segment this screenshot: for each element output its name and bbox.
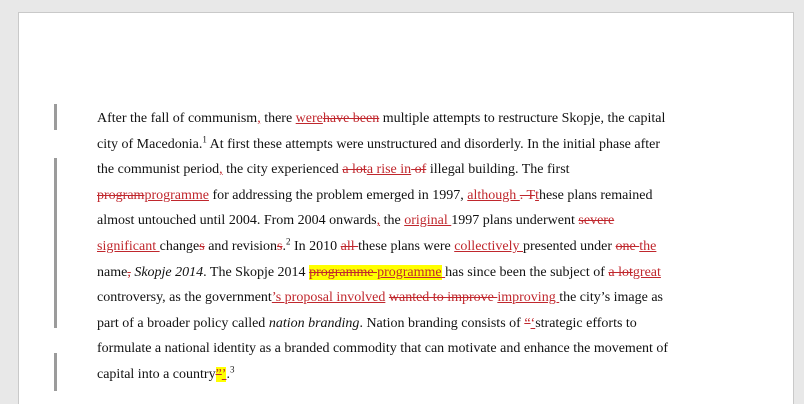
inserted-text: original <box>404 213 452 229</box>
text-run: change <box>159 238 200 254</box>
inserted-text: programme <box>144 187 209 203</box>
text-run: part of a broader policy called <box>97 315 269 331</box>
inserted-text: t <box>535 187 539 203</box>
deleted-text: have been <box>322 111 380 126</box>
text-run: At first these attempts were unstructured and disorderly. In the initial phase after <box>206 136 661 152</box>
text-run: controversy, as the government <box>97 290 272 306</box>
deleted-text: “ <box>524 315 531 331</box>
text-run: for addressing the problem emerged in 1997, <box>208 187 468 203</box>
footnote-reference: 2 <box>286 236 291 247</box>
deleted-text: programme <box>309 264 378 280</box>
text-run: . The Skopje 2014 <box>203 264 310 280</box>
inserted-text: were <box>295 111 323 126</box>
text-run: illegal building. The first <box>426 162 570 178</box>
text-run: the <box>380 213 405 229</box>
text-run: name <box>97 264 128 280</box>
document-page[interactable] <box>18 12 794 404</box>
deleted-text: s <box>277 238 283 254</box>
text-run: almost untouched until 2004. From 2004 onwards <box>97 213 377 229</box>
text-run: . <box>226 366 230 382</box>
change-bar <box>54 353 57 391</box>
text-run: . <box>282 238 286 254</box>
deleted-text: a lot <box>342 162 367 178</box>
text-run: presented under <box>523 238 616 254</box>
deleted-text: all <box>340 238 359 254</box>
inserted-text: ’ <box>221 366 227 382</box>
text-run: hese plans remained <box>538 187 653 203</box>
deleted-text: s <box>199 238 205 254</box>
deleted-text: wanted to improve <box>388 290 498 306</box>
change-bar <box>54 104 57 130</box>
inserted-text: the <box>639 238 657 254</box>
deleted-text: a lot <box>608 264 633 280</box>
inserted-text: ‘ <box>530 315 536 331</box>
text-run: there <box>260 111 296 126</box>
deleted-text: ” <box>215 366 222 382</box>
text-run: . Nation branding consists of <box>359 315 525 331</box>
deleted-text: . T <box>519 187 536 203</box>
footnote-reference: 1 <box>202 133 207 144</box>
inserted-text: collectively <box>454 238 524 254</box>
inserted-text: , <box>219 162 223 178</box>
deleted-text: of <box>411 162 427 178</box>
text-run: After the fall of communism <box>97 111 258 126</box>
text-run: nation branding <box>268 315 360 331</box>
text-run: Skopje 2014 <box>134 264 204 280</box>
change-bar <box>54 158 57 328</box>
inserted-text: ’s proposal involved <box>271 290 386 306</box>
text-run: 1997 plans underwent <box>451 213 579 229</box>
inserted-text: improving <box>497 290 560 306</box>
deleted-text: one <box>615 238 640 254</box>
inserted-text: programme <box>377 264 442 280</box>
inserted-text: significant <box>97 238 160 254</box>
text-run: city of Macedonia. <box>97 136 203 152</box>
deleted-text: , <box>127 264 131 280</box>
inserted-text: a rise in <box>366 162 412 178</box>
text-run: multiple attempts to restructure Skopje, the capital <box>379 111 666 126</box>
inserted-text: great <box>632 264 661 280</box>
deleted-text: program <box>97 187 145 203</box>
inserted-text: , <box>257 111 261 126</box>
text-run: the communist period <box>97 162 220 178</box>
footnote-reference: 3 <box>229 364 235 375</box>
text-run: has since been the subject of <box>445 264 609 280</box>
text-run: In 2010 <box>290 238 341 254</box>
text-run: and revision <box>204 238 278 254</box>
text-run: formulate a national identity as a branded commodity that can motivate and enhance the movement of <box>97 341 669 357</box>
text-run: capital into a country <box>97 366 216 382</box>
document-paragraph[interactable] <box>97 106 797 388</box>
deleted-text: severe <box>578 213 615 229</box>
text-run: the city experienced <box>222 162 343 178</box>
text-run: the city’s image as <box>559 290 664 306</box>
inserted-text: although <box>467 187 520 203</box>
text-run: strategic efforts to <box>535 315 637 331</box>
inserted-text: , <box>376 213 381 229</box>
text-run: these plans were <box>358 238 455 254</box>
